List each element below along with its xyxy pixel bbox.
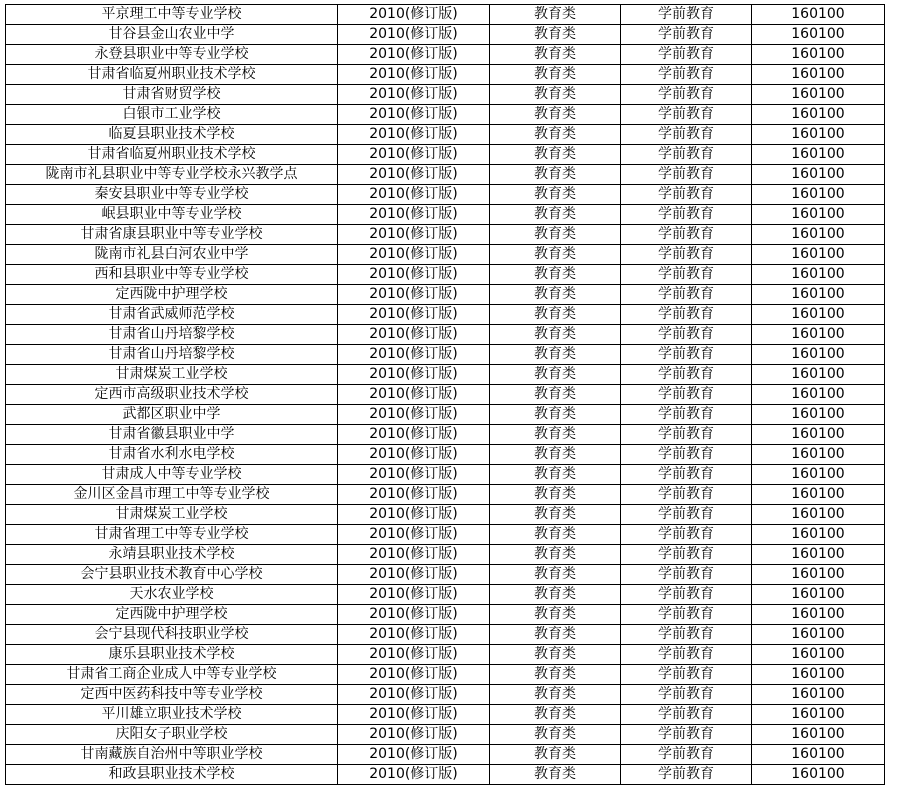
version-cell: 2010(修订版) xyxy=(338,225,490,245)
table-row xyxy=(6,185,885,205)
table-row xyxy=(6,505,885,525)
major-cell: 学前教育 xyxy=(621,245,752,265)
category-cell: 教育类 xyxy=(490,425,621,445)
major-cell: 学前教育 xyxy=(621,505,752,525)
table-row xyxy=(6,305,885,325)
school-name-cell: 甘肃省临夏州职业技术学校 xyxy=(6,145,338,165)
table-row xyxy=(6,425,885,445)
version-cell: 2010(修订版) xyxy=(338,685,490,705)
code-cell: 160100 xyxy=(752,745,885,765)
code-cell: 160100 xyxy=(752,585,885,605)
code-cell: 160100 xyxy=(752,425,885,445)
version-cell: 2010(修订版) xyxy=(338,325,490,345)
category-cell: 教育类 xyxy=(490,285,621,305)
table-row xyxy=(6,625,885,645)
version-cell: 2010(修订版) xyxy=(338,585,490,605)
major-cell: 学前教育 xyxy=(621,5,752,25)
school-name-cell: 甘肃省山丹培黎学校 xyxy=(6,325,338,345)
category-cell: 教育类 xyxy=(490,125,621,145)
school-name-cell: 会宁县现代科技职业学校 xyxy=(6,625,338,645)
category-cell: 教育类 xyxy=(490,665,621,685)
category-cell: 教育类 xyxy=(490,25,621,45)
category-cell: 教育类 xyxy=(490,605,621,625)
table-row xyxy=(6,245,885,265)
category-cell: 教育类 xyxy=(490,45,621,65)
school-name-cell: 甘肃省徽县职业中学 xyxy=(6,425,338,445)
code-cell: 160100 xyxy=(752,665,885,685)
code-cell: 160100 xyxy=(752,65,885,85)
code-cell: 160100 xyxy=(752,565,885,585)
version-cell: 2010(修订版) xyxy=(338,365,490,385)
school-name-cell: 甘南藏族自治州中等职业学校 xyxy=(6,745,338,765)
major-cell: 学前教育 xyxy=(621,225,752,245)
category-cell: 教育类 xyxy=(490,385,621,405)
major-cell: 学前教育 xyxy=(621,145,752,165)
version-cell: 2010(修订版) xyxy=(338,545,490,565)
major-cell: 学前教育 xyxy=(621,45,752,65)
code-cell: 160100 xyxy=(752,45,885,65)
category-cell: 教育类 xyxy=(490,525,621,545)
version-cell: 2010(修订版) xyxy=(338,605,490,625)
table-row xyxy=(6,745,885,765)
code-cell: 160100 xyxy=(752,165,885,185)
version-cell: 2010(修订版) xyxy=(338,505,490,525)
table-row xyxy=(6,605,885,625)
category-cell: 教育类 xyxy=(490,265,621,285)
code-cell: 160100 xyxy=(752,545,885,565)
category-cell: 教育类 xyxy=(490,565,621,585)
table-row xyxy=(6,85,885,105)
table-row xyxy=(6,345,885,365)
table-row xyxy=(6,65,885,85)
code-cell: 160100 xyxy=(752,205,885,225)
category-cell: 教育类 xyxy=(490,685,621,705)
code-cell: 160100 xyxy=(752,385,885,405)
version-cell: 2010(修订版) xyxy=(338,445,490,465)
version-cell: 2010(修订版) xyxy=(338,425,490,445)
code-cell: 160100 xyxy=(752,325,885,345)
code-cell: 160100 xyxy=(752,505,885,525)
school-name-cell: 定西中医药科技中等专业学校 xyxy=(6,685,338,705)
version-cell: 2010(修订版) xyxy=(338,625,490,645)
version-cell: 2010(修订版) xyxy=(338,525,490,545)
code-cell: 160100 xyxy=(752,645,885,665)
category-cell: 教育类 xyxy=(490,705,621,725)
major-cell: 学前教育 xyxy=(621,65,752,85)
table-row xyxy=(6,105,885,125)
major-cell: 学前教育 xyxy=(621,25,752,45)
code-cell: 160100 xyxy=(752,185,885,205)
school-name-cell: 平川雄立职业技术学校 xyxy=(6,705,338,725)
table-row xyxy=(6,525,885,545)
table-body xyxy=(6,5,885,785)
code-cell: 160100 xyxy=(752,485,885,505)
school-name-cell: 临夏县职业技术学校 xyxy=(6,125,338,145)
table-row xyxy=(6,325,885,345)
table-row xyxy=(6,205,885,225)
code-cell: 160100 xyxy=(752,245,885,265)
school-name-cell: 金川区金昌市理工中等专业学校 xyxy=(6,485,338,505)
code-cell: 160100 xyxy=(752,5,885,25)
major-cell: 学前教育 xyxy=(621,445,752,465)
code-cell: 160100 xyxy=(752,345,885,365)
major-cell: 学前教育 xyxy=(621,185,752,205)
school-name-cell: 甘肃省工商企业成人中等专业学校 xyxy=(6,665,338,685)
table-row xyxy=(6,565,885,585)
code-cell: 160100 xyxy=(752,25,885,45)
school-name-cell: 甘肃煤炭工业学校 xyxy=(6,365,338,385)
version-cell: 2010(修订版) xyxy=(338,305,490,325)
code-cell: 160100 xyxy=(752,285,885,305)
version-cell: 2010(修订版) xyxy=(338,385,490,405)
version-cell: 2010(修订版) xyxy=(338,125,490,145)
school-name-cell: 甘肃煤炭工业学校 xyxy=(6,505,338,525)
code-cell: 160100 xyxy=(752,365,885,385)
code-cell: 160100 xyxy=(752,705,885,725)
school-name-cell: 定西市高级职业技术学校 xyxy=(6,385,338,405)
school-name-cell: 甘肃省山丹培黎学校 xyxy=(6,345,338,365)
major-cell: 学前教育 xyxy=(621,365,752,385)
school-name-cell: 甘肃省水利水电学校 xyxy=(6,445,338,465)
code-cell: 160100 xyxy=(752,125,885,145)
version-cell: 2010(修订版) xyxy=(338,285,490,305)
school-name-cell: 天水农业学校 xyxy=(6,585,338,605)
table-row xyxy=(6,365,885,385)
version-cell: 2010(修订版) xyxy=(338,665,490,685)
school-name-cell: 岷县职业中等专业学校 xyxy=(6,205,338,225)
table-row xyxy=(6,265,885,285)
table-row xyxy=(6,45,885,65)
version-cell: 2010(修订版) xyxy=(338,645,490,665)
table-row xyxy=(6,445,885,465)
school-name-cell: 甘肃省理工中等专业学校 xyxy=(6,525,338,545)
major-cell: 学前教育 xyxy=(621,565,752,585)
school-name-cell: 甘肃省财贸学校 xyxy=(6,85,338,105)
table-row xyxy=(6,125,885,145)
version-cell: 2010(修订版) xyxy=(338,145,490,165)
code-cell: 160100 xyxy=(752,445,885,465)
major-cell: 学前教育 xyxy=(621,205,752,225)
school-name-cell: 武都区职业中学 xyxy=(6,405,338,425)
major-cell: 学前教育 xyxy=(621,325,752,345)
category-cell: 教育类 xyxy=(490,405,621,425)
category-cell: 教育类 xyxy=(490,205,621,225)
version-cell: 2010(修订版) xyxy=(338,705,490,725)
version-cell: 2010(修订版) xyxy=(338,85,490,105)
category-cell: 教育类 xyxy=(490,85,621,105)
category-cell: 教育类 xyxy=(490,445,621,465)
category-cell: 教育类 xyxy=(490,765,621,785)
version-cell: 2010(修订版) xyxy=(338,265,490,285)
school-name-cell: 秦安县职业中等专业学校 xyxy=(6,185,338,205)
school-name-cell: 庆阳女子职业学校 xyxy=(6,725,338,745)
major-cell: 学前教育 xyxy=(621,85,752,105)
category-cell: 教育类 xyxy=(490,165,621,185)
school-name-cell: 甘肃省武威师范学校 xyxy=(6,305,338,325)
category-cell: 教育类 xyxy=(490,645,621,665)
code-cell: 160100 xyxy=(752,225,885,245)
category-cell: 教育类 xyxy=(490,5,621,25)
code-cell: 160100 xyxy=(752,105,885,125)
school-name-cell: 康乐县职业技术学校 xyxy=(6,645,338,665)
code-cell: 160100 xyxy=(752,525,885,545)
school-name-cell: 西和县职业中等专业学校 xyxy=(6,265,338,285)
school-name-cell: 永靖县职业技术学校 xyxy=(6,545,338,565)
version-cell: 2010(修订版) xyxy=(338,565,490,585)
code-cell: 160100 xyxy=(752,605,885,625)
table-row xyxy=(6,385,885,405)
major-cell: 学前教育 xyxy=(621,105,752,125)
category-cell: 教育类 xyxy=(490,145,621,165)
category-cell: 教育类 xyxy=(490,465,621,485)
code-cell: 160100 xyxy=(752,725,885,745)
version-cell: 2010(修订版) xyxy=(338,5,490,25)
category-cell: 教育类 xyxy=(490,585,621,605)
table-row xyxy=(6,665,885,685)
school-name-cell: 和政县职业技术学校 xyxy=(6,765,338,785)
table-row xyxy=(6,165,885,185)
version-cell: 2010(修订版) xyxy=(338,485,490,505)
category-cell: 教育类 xyxy=(490,245,621,265)
major-cell: 学前教育 xyxy=(621,345,752,365)
table-row xyxy=(6,25,885,45)
major-cell: 学前教育 xyxy=(621,525,752,545)
school-name-cell: 会宁县职业技术教育中心学校 xyxy=(6,565,338,585)
school-name-cell: 白银市工业学校 xyxy=(6,105,338,125)
version-cell: 2010(修订版) xyxy=(338,45,490,65)
table-row xyxy=(6,585,885,605)
version-cell: 2010(修订版) xyxy=(338,765,490,785)
version-cell: 2010(修订版) xyxy=(338,345,490,365)
category-cell: 教育类 xyxy=(490,65,621,85)
version-cell: 2010(修订版) xyxy=(338,105,490,125)
table-row xyxy=(6,685,885,705)
code-cell: 160100 xyxy=(752,265,885,285)
major-cell: 学前教育 xyxy=(621,585,752,605)
code-cell: 160100 xyxy=(752,85,885,105)
category-cell: 教育类 xyxy=(490,365,621,385)
category-cell: 教育类 xyxy=(490,505,621,525)
category-cell: 教育类 xyxy=(490,745,621,765)
major-cell: 学前教育 xyxy=(621,405,752,425)
table-row xyxy=(6,145,885,165)
table-row xyxy=(6,645,885,665)
table-row xyxy=(6,545,885,565)
major-cell: 学前教育 xyxy=(621,165,752,185)
major-cell: 学前教育 xyxy=(621,605,752,625)
version-cell: 2010(修订版) xyxy=(338,25,490,45)
school-name-cell: 甘肃省康县职业中等专业学校 xyxy=(6,225,338,245)
version-cell: 2010(修订版) xyxy=(338,185,490,205)
school-name-cell: 甘肃成人中等专业学校 xyxy=(6,465,338,485)
table-row xyxy=(6,465,885,485)
major-cell: 学前教育 xyxy=(621,465,752,485)
category-cell: 教育类 xyxy=(490,625,621,645)
category-cell: 教育类 xyxy=(490,725,621,745)
version-cell: 2010(修订版) xyxy=(338,465,490,485)
table-row xyxy=(6,5,885,25)
version-cell: 2010(修订版) xyxy=(338,205,490,225)
major-cell: 学前教育 xyxy=(621,425,752,445)
school-list-table xyxy=(5,4,885,785)
school-name-cell: 定西陇中护理学校 xyxy=(6,285,338,305)
code-cell: 160100 xyxy=(752,625,885,645)
major-cell: 学前教育 xyxy=(621,285,752,305)
version-cell: 2010(修订版) xyxy=(338,725,490,745)
major-cell: 学前教育 xyxy=(621,265,752,285)
category-cell: 教育类 xyxy=(490,105,621,125)
version-cell: 2010(修订版) xyxy=(338,65,490,85)
table-row xyxy=(6,225,885,245)
version-cell: 2010(修订版) xyxy=(338,245,490,265)
table-row xyxy=(6,405,885,425)
major-cell: 学前教育 xyxy=(621,485,752,505)
code-cell: 160100 xyxy=(752,405,885,425)
school-name-cell: 甘谷县金山农业中学 xyxy=(6,25,338,45)
school-name-cell: 甘肃省临夏州职业技术学校 xyxy=(6,65,338,85)
category-cell: 教育类 xyxy=(490,185,621,205)
code-cell: 160100 xyxy=(752,145,885,165)
category-cell: 教育类 xyxy=(490,225,621,245)
major-cell: 学前教育 xyxy=(621,765,752,785)
version-cell: 2010(修订版) xyxy=(338,405,490,425)
major-cell: 学前教育 xyxy=(621,685,752,705)
code-cell: 160100 xyxy=(752,685,885,705)
version-cell: 2010(修订版) xyxy=(338,745,490,765)
school-name-cell: 永登县职业中等专业学校 xyxy=(6,45,338,65)
category-cell: 教育类 xyxy=(490,545,621,565)
major-cell: 学前教育 xyxy=(621,705,752,725)
code-cell: 160100 xyxy=(752,305,885,325)
major-cell: 学前教育 xyxy=(621,545,752,565)
major-cell: 学前教育 xyxy=(621,305,752,325)
category-cell: 教育类 xyxy=(490,325,621,345)
version-cell: 2010(修订版) xyxy=(338,165,490,185)
major-cell: 学前教育 xyxy=(621,385,752,405)
major-cell: 学前教育 xyxy=(621,745,752,765)
table-row xyxy=(6,705,885,725)
school-name-cell: 平京理工中等专业学校 xyxy=(6,5,338,25)
table-row xyxy=(6,725,885,745)
code-cell: 160100 xyxy=(752,765,885,785)
category-cell: 教育类 xyxy=(490,305,621,325)
category-cell: 教育类 xyxy=(490,345,621,365)
school-name-cell: 陇南市礼县职业中等专业学校永兴教学点 xyxy=(6,165,338,185)
major-cell: 学前教育 xyxy=(621,625,752,645)
table-row xyxy=(6,485,885,505)
major-cell: 学前教育 xyxy=(621,665,752,685)
table-row xyxy=(6,285,885,305)
school-name-cell: 陇南市礼县白河农业中学 xyxy=(6,245,338,265)
code-cell: 160100 xyxy=(752,465,885,485)
major-cell: 学前教育 xyxy=(621,125,752,145)
school-name-cell: 定西陇中护理学校 xyxy=(6,605,338,625)
category-cell: 教育类 xyxy=(490,485,621,505)
major-cell: 学前教育 xyxy=(621,645,752,665)
table-row xyxy=(6,765,885,785)
major-cell: 学前教育 xyxy=(621,725,752,745)
